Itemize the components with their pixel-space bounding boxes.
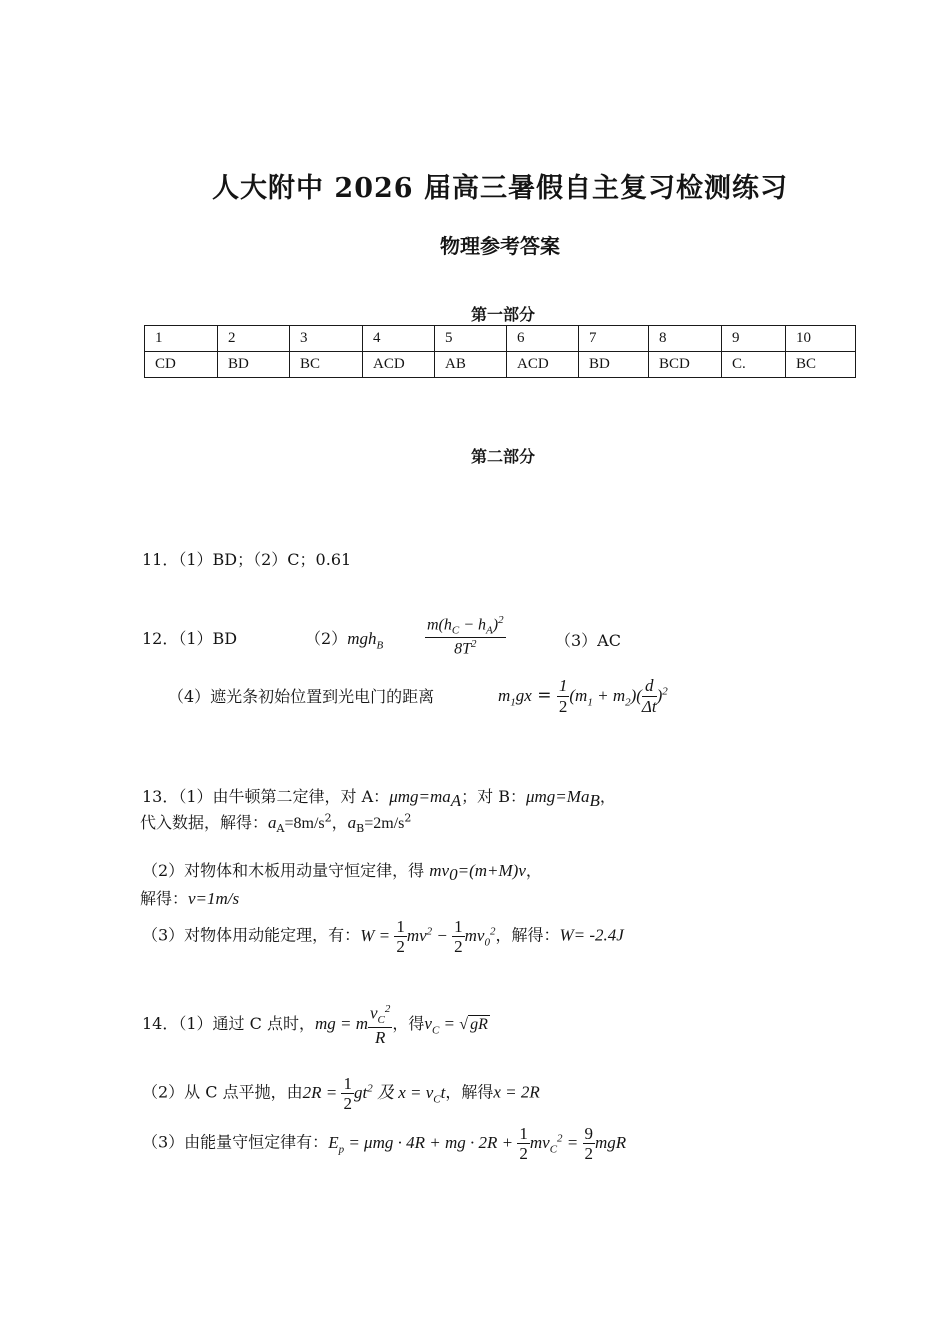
q14-text: （2）从 C 点平抛，由 [142, 1082, 303, 1102]
page-subtitle: 物理参考答案 [440, 234, 560, 258]
q13-formula: =(m+M)v [457, 861, 526, 880]
q13-work-formula: W = $\frac{1}{2}$ $mv^2$ − $\frac{1}{2}$ $mv_0^2$ [360, 916, 496, 957]
q12-part4-label: （4）遮光条初始位置到光电门的距离 [168, 687, 435, 706]
question-number: 3 [290, 326, 363, 352]
q12-formula-fraction: $\frac{m(h_C - h_A)^2}{8T^2}$ [427, 614, 504, 658]
answer-cell: BC [290, 352, 363, 378]
q14-line2 [142, 1066, 540, 1121]
q13-formula: μmg=Ma [526, 787, 590, 806]
q13-subscript: B [589, 791, 600, 811]
q14-line1 [142, 1000, 490, 1054]
q13-text: 代入数据，解得： [140, 813, 269, 832]
q12-formula-mgh: mgh$_B$ [347, 629, 384, 652]
q14-text: 14．（1）通过 C 点时， [142, 1014, 315, 1033]
q13-text: ， [525, 861, 542, 880]
q14-text: ，解得 [445, 1082, 494, 1102]
q14-formula-projectile: 2R = $\frac{1}{2}$ $gt^2$ 及 $x = v_Ct$ [302, 1073, 446, 1114]
answer-cell: BCD [649, 352, 722, 378]
question-number: 5 [435, 326, 507, 352]
question-number: 9 [722, 326, 786, 352]
question-number: 10 [786, 326, 856, 352]
q13-formula: v=1m/s [188, 889, 240, 908]
q13-line5 [142, 911, 624, 962]
q12-part2-label: （2） [305, 629, 348, 648]
q13-line2: 代入数据，解得：$a_A=8m/s^2$，$a_B=2m/s^2$ [140, 811, 412, 836]
q13-result: W= -2.4J [559, 925, 624, 945]
q14-formula-distance: x = 2R [493, 1082, 540, 1102]
q12-part2 [305, 626, 383, 651]
answer-cell: ACD [363, 352, 435, 378]
question-number: 8 [649, 326, 722, 352]
q13-subscript: A [450, 791, 462, 811]
q13-text: （3）对物体用动能定理，有： [142, 925, 361, 945]
q11-answer: 11．（1）BD；（2）C；0.61 [142, 550, 352, 569]
q13-text: （2）对物体和木板用动量守恒定律，得 [142, 861, 430, 880]
q13-line1 [142, 784, 616, 811]
q13-formula: μmg=ma [389, 787, 451, 806]
q14-formula-velocity: $v_C$ = [424, 1014, 460, 1037]
answer-cell: AB [435, 352, 507, 378]
answer-cell: C. [722, 352, 786, 378]
q13-value: =8m/s [284, 815, 325, 832]
q12-part3: （3）AC [555, 631, 621, 650]
q14-text: （3）由能量守恒定律有： [142, 1132, 329, 1152]
q12-part1: 12．（1）BD [142, 629, 238, 648]
answer-cell: BD [218, 352, 290, 378]
q13-line4 [140, 886, 239, 909]
part1-heading: 第一部分 [470, 305, 535, 324]
q13-formula: mv [429, 861, 450, 880]
q13-text: ；对 B： [461, 787, 526, 806]
q13-text: ， [331, 813, 348, 832]
q14-formula-energy: $E_p = \mu mg \cdot 4R$ + mg · 2R + $\frac{1}{2}$ $mv_C^2$ = $\frac{9}{2}$ mgR [328, 1123, 627, 1164]
question-number: 2 [218, 326, 290, 352]
q13-text: 13．（1）由牛顿第二定律，对 A： [142, 787, 390, 806]
q13-line3: （2）对物体和木板用动量守恒定律，得 $mv_0=(m+M)v$， [142, 861, 542, 885]
q13-value: =2m/s [364, 815, 405, 832]
q13-text: 解得： [140, 889, 189, 908]
q14-text: ，得 [392, 1014, 425, 1033]
answer-table-answer-row [145, 352, 856, 378]
answer-table [144, 325, 856, 378]
question-number: 1 [145, 326, 218, 352]
q13-subscript: A [276, 822, 285, 836]
q14-formula-centripetal: mg = m $\frac{v_C^2}{R}$ [314, 1002, 391, 1047]
question-number: 7 [579, 326, 649, 352]
question-number: 6 [507, 326, 579, 352]
q13-formula: a [268, 813, 277, 832]
answer-cell: BC [786, 352, 856, 378]
page-title: 人大附中 2026 届高三暑假自主复习检测练习 [212, 173, 788, 204]
q14-line3 [142, 1116, 626, 1171]
q13-subscript: B [356, 822, 365, 836]
answer-table-number-row [145, 326, 856, 352]
q12-part4-formula: $m_1gx$ = $\frac{1}{2}$ $(m_1 + m_2)$( $\frac{d}{\Delta t}$ )$^2$ [498, 676, 668, 716]
q13-text: ，解得： [495, 925, 560, 945]
answer-cell: ACD [507, 352, 579, 378]
sqrt-icon: √ gR [459, 1016, 488, 1033]
part2-heading: 第二部分 [470, 447, 535, 466]
q13-formula: a [347, 813, 357, 832]
question-number: 4 [363, 326, 435, 352]
answer-cell: BD [579, 352, 649, 378]
q13-text: ， [599, 787, 616, 806]
answer-cell: CD [145, 352, 218, 378]
